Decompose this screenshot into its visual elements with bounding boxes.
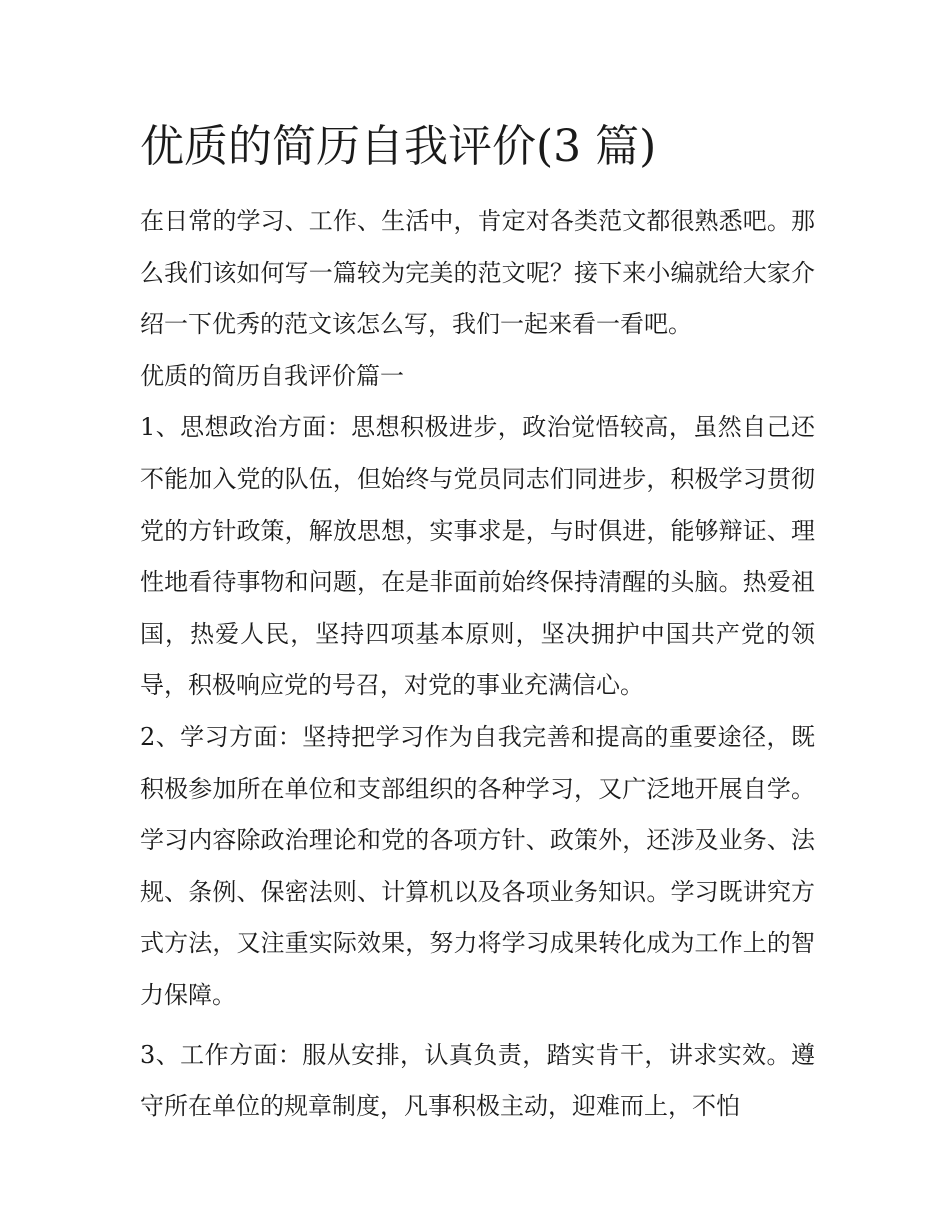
paragraph-political: 1、思想政治方面：思想积极进步，政治觉悟较高，虽然自己还不能加入党的队伍，但始终与党员同志们同进步，积极学习贯彻党的方针政策，解放思想，实事求是，与时俱进，能够辩证、理性地看待事物和问题，在是非面前始终保持清醒的头脑。热爱祖国，热爱人民，坚持四项基本原则，坚决拥护中国共产党的领导，积极响应党的号召，对党的事业充满信心。 [140,413,815,700]
paragraph-study: 2、学习方面：坚持把学习作为自我完善和提高的重要途径，既积极参加所在单位和支部组织的各种学习，又广泛地开展自学。学习内容除政治理论和党的各项方针、政策外，还涉及业务、法规、条例、保密法则、计算机以及各项业务知识。学习既讲究方式方法，又注重实际效果，努力将学习成果转化成为工作上的智力保障。 [140,722,815,1009]
document-body [140,196,815,1133]
document-title: 优质的简历自我评价(3 篇) [140,121,657,172]
intro-paragraph: 在日常的学习、工作、生活中，肯定对各类范文都很熟悉吧。那么我们该如何写一篇较为完美的范文呢？接下来小编就给大家介绍一下优秀的范文该怎么写，我们一起来看一看吧。 [140,207,815,339]
section-heading: 优质的简历自我评价篇一 [140,361,404,390]
paragraph-work: 3、工作方面：服从安排，认真负责，踏实肯干，讲求实效。遵守所在单位的规章制度，凡事积极主动，迎难而上，不怕 [140,1040,815,1121]
